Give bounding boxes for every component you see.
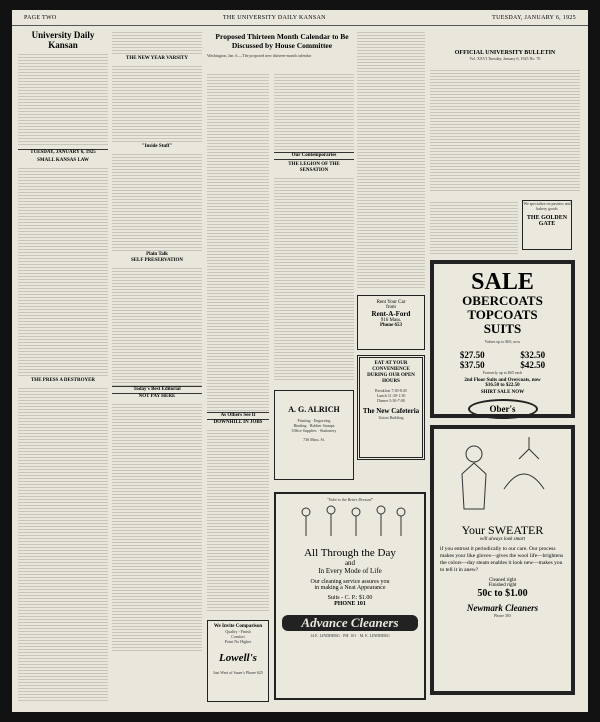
lowells-line-3: Comfort xyxy=(231,634,245,639)
column-4 xyxy=(274,72,354,382)
masthead xyxy=(12,10,588,26)
golden-gate-ad xyxy=(522,200,572,250)
golden-gate-name: THE GOLDEN GATE xyxy=(526,215,568,227)
column-5 xyxy=(357,30,425,290)
nameplate: University Daily Kansan xyxy=(31,30,95,50)
cafe-dinner: Dinner 5:30-7:00 xyxy=(377,398,405,403)
sale-prices xyxy=(434,350,571,370)
rent-address: 916 Mass. xyxy=(380,318,402,323)
lowells-name: Lowell's xyxy=(219,652,257,664)
sweater-body: if you entrust it periodically to our care. Our process makes your like gloves—gives the wool life—brightens the colors—day steam enables it look new—makes you to tell it in anew? xyxy=(440,546,564,573)
lead-headline: Proposed Thirteen Month Calendar to Be Discussed by House Committee xyxy=(215,32,349,50)
staff-box xyxy=(18,52,108,147)
issue-date: TUESDAY, JANUARY 6, 1925 xyxy=(492,14,576,21)
cleaners-logo: Newmark Cleaners xyxy=(466,603,539,613)
advance-line-1: Our cleaning service assures you xyxy=(310,579,390,585)
alrich-ad xyxy=(274,390,354,480)
lowells-line-2: Quality - Finish xyxy=(225,629,251,634)
lead-story xyxy=(207,32,357,58)
sweater-finished: Finished right xyxy=(488,583,517,588)
sale-note: Formerly up to $65 each xyxy=(482,370,523,375)
editorial-heading-1: SMALL KANSAS LAW xyxy=(37,158,89,163)
price-1: $27.50 xyxy=(459,350,485,360)
sale-shirts: SHIRT SALE NOW xyxy=(480,390,525,395)
rent-phone: Phone 653 xyxy=(379,323,403,328)
advance-price: Suits - C. P.: $1.00 xyxy=(327,595,373,601)
bulletin-text xyxy=(430,68,580,193)
advance-mode: In Every Mode of Life xyxy=(318,567,382,575)
editorial-heading-7: Today's Best Editorial xyxy=(112,386,202,394)
cleaners-phone: Phone 383 xyxy=(494,613,511,618)
alrich-line-3: Office Supplies · Stationery xyxy=(291,428,337,433)
sale-line-overcoats: OBERCOATS xyxy=(462,293,543,308)
column-1 xyxy=(18,30,108,710)
official-bulletin xyxy=(430,50,580,64)
alrich-name: A. G. ALRICH xyxy=(288,405,340,414)
bulletin-title: OFFICIAL UNIVERSITY BULLETIN xyxy=(454,50,556,56)
figures-illustration xyxy=(276,502,424,542)
cafe-headline: EAT AT YOUR CONVENIENCE DURING OUR OPEN HOURS xyxy=(367,361,415,384)
sale-line-suits: SUITS xyxy=(483,321,522,336)
sweater-cleaned: Cleaned right xyxy=(488,578,517,583)
section-heading-legion: THE LEGION OF THE SENSATION xyxy=(288,162,340,173)
cafe-location: Union Building xyxy=(378,415,404,420)
cafeteria-ad xyxy=(357,355,425,460)
sweater-illustration xyxy=(434,429,571,519)
lowells-line-4: Point No Higher xyxy=(224,639,252,644)
column-3 xyxy=(207,72,269,617)
rent-name: Rent-A-Ford xyxy=(371,310,411,318)
advance-line-2: in making a Neat Appearance xyxy=(314,585,386,591)
obers-logo: Ober's xyxy=(468,399,538,419)
advance-logo: Advance Cleaners xyxy=(282,615,418,631)
advance-cleaners-ad xyxy=(274,492,426,700)
paper-name: THE UNIVERSITY DAILY KANSAN xyxy=(222,14,326,21)
editorial-heading-5: Plain Talk xyxy=(146,252,168,257)
lead-dateline: Washington, Jan. 6.—The proposed new thirteen-month calendar xyxy=(207,53,312,58)
column-6-text xyxy=(430,200,518,255)
edition-date: TUESDAY, JANUARY 6, 1925 xyxy=(18,149,108,156)
editorial-heading-2: THE PRESS A DESTROYER xyxy=(30,378,96,383)
sale-floor-price: $16.50 to $22.50 xyxy=(485,383,520,388)
advance-and: and xyxy=(344,559,356,567)
lowells-ad xyxy=(207,620,269,702)
editorial-text-2 xyxy=(18,386,108,701)
section-heading-others: As Others See It xyxy=(207,412,269,420)
rent-a-ford-ad xyxy=(357,295,425,350)
cafe-breakfast: Breakfast 7:30-8:45 xyxy=(375,388,407,393)
bulletin-sub: Vol. XXVI Tuesday, January 6, 1925 No. 70 xyxy=(469,56,541,61)
golden-gate-tagline: We specialize on pastries and bakery goods xyxy=(523,201,571,211)
rent-line-1: Rent Your Car xyxy=(376,300,406,305)
section-heading-downhill: DOWNHILL IN JOBS xyxy=(213,420,263,425)
alrich-line-1: Printing · Engraving xyxy=(297,418,331,423)
advance-heading: All Through the Day xyxy=(304,547,396,559)
cafe-name: The New Cafeteria xyxy=(362,407,420,415)
lowells-line-1: We Invite Comparison xyxy=(213,624,263,629)
sweater-sub: will always look smart xyxy=(479,537,526,542)
price-2: $32.50 xyxy=(520,350,546,360)
price-3: $37.50 xyxy=(459,360,485,370)
editorial-heading-4: "Inside Stuff" xyxy=(141,144,173,149)
rent-line-2: from xyxy=(386,305,396,310)
section-heading-contemporaries: Our Contemporaries xyxy=(274,152,354,160)
advance-phone: PHONE 101 xyxy=(334,601,366,607)
sale-line-topcoats: TOPCOATS xyxy=(467,307,538,322)
lowells-address: Just West of Sauer's Phone 625 xyxy=(213,670,263,675)
sweater-ad xyxy=(430,425,575,695)
sale-heading: SALE xyxy=(471,269,534,295)
editorial-heading-8: NOT PAY HERE xyxy=(138,394,176,399)
price-4: $42.50 xyxy=(520,360,546,370)
page-number: PAGE TWO xyxy=(24,14,57,21)
advance-slogan: "Valet to the Better Dressed" xyxy=(326,497,374,502)
advance-address: 14 E. LINDBERG · PH. 101 · M. E. LINDBERG xyxy=(310,633,390,638)
column-2 xyxy=(112,30,202,710)
editorial-heading-3: THE NEW YEAR VARSITY xyxy=(126,56,188,61)
sweater-heading: Your SWEATER xyxy=(461,523,544,537)
editorial-heading-6: SELF PRESERVATION xyxy=(130,258,184,263)
obers-sale-ad xyxy=(430,260,575,418)
editorial-text-1 xyxy=(18,166,108,376)
cafe-lunch: Lunch 11:30-1:30 xyxy=(376,393,406,398)
sweater-price: 50c to $1.00 xyxy=(477,588,528,599)
newspaper-page xyxy=(12,10,588,712)
sale-floor: 2nd Floor Suits and Overcoats, now xyxy=(464,378,541,383)
alrich-line-2: Binding · Rubber Stamps xyxy=(293,423,335,428)
alrich-address: 736 Mass. St. xyxy=(303,437,325,442)
sale-sub: Values up to $65, now xyxy=(484,339,521,344)
